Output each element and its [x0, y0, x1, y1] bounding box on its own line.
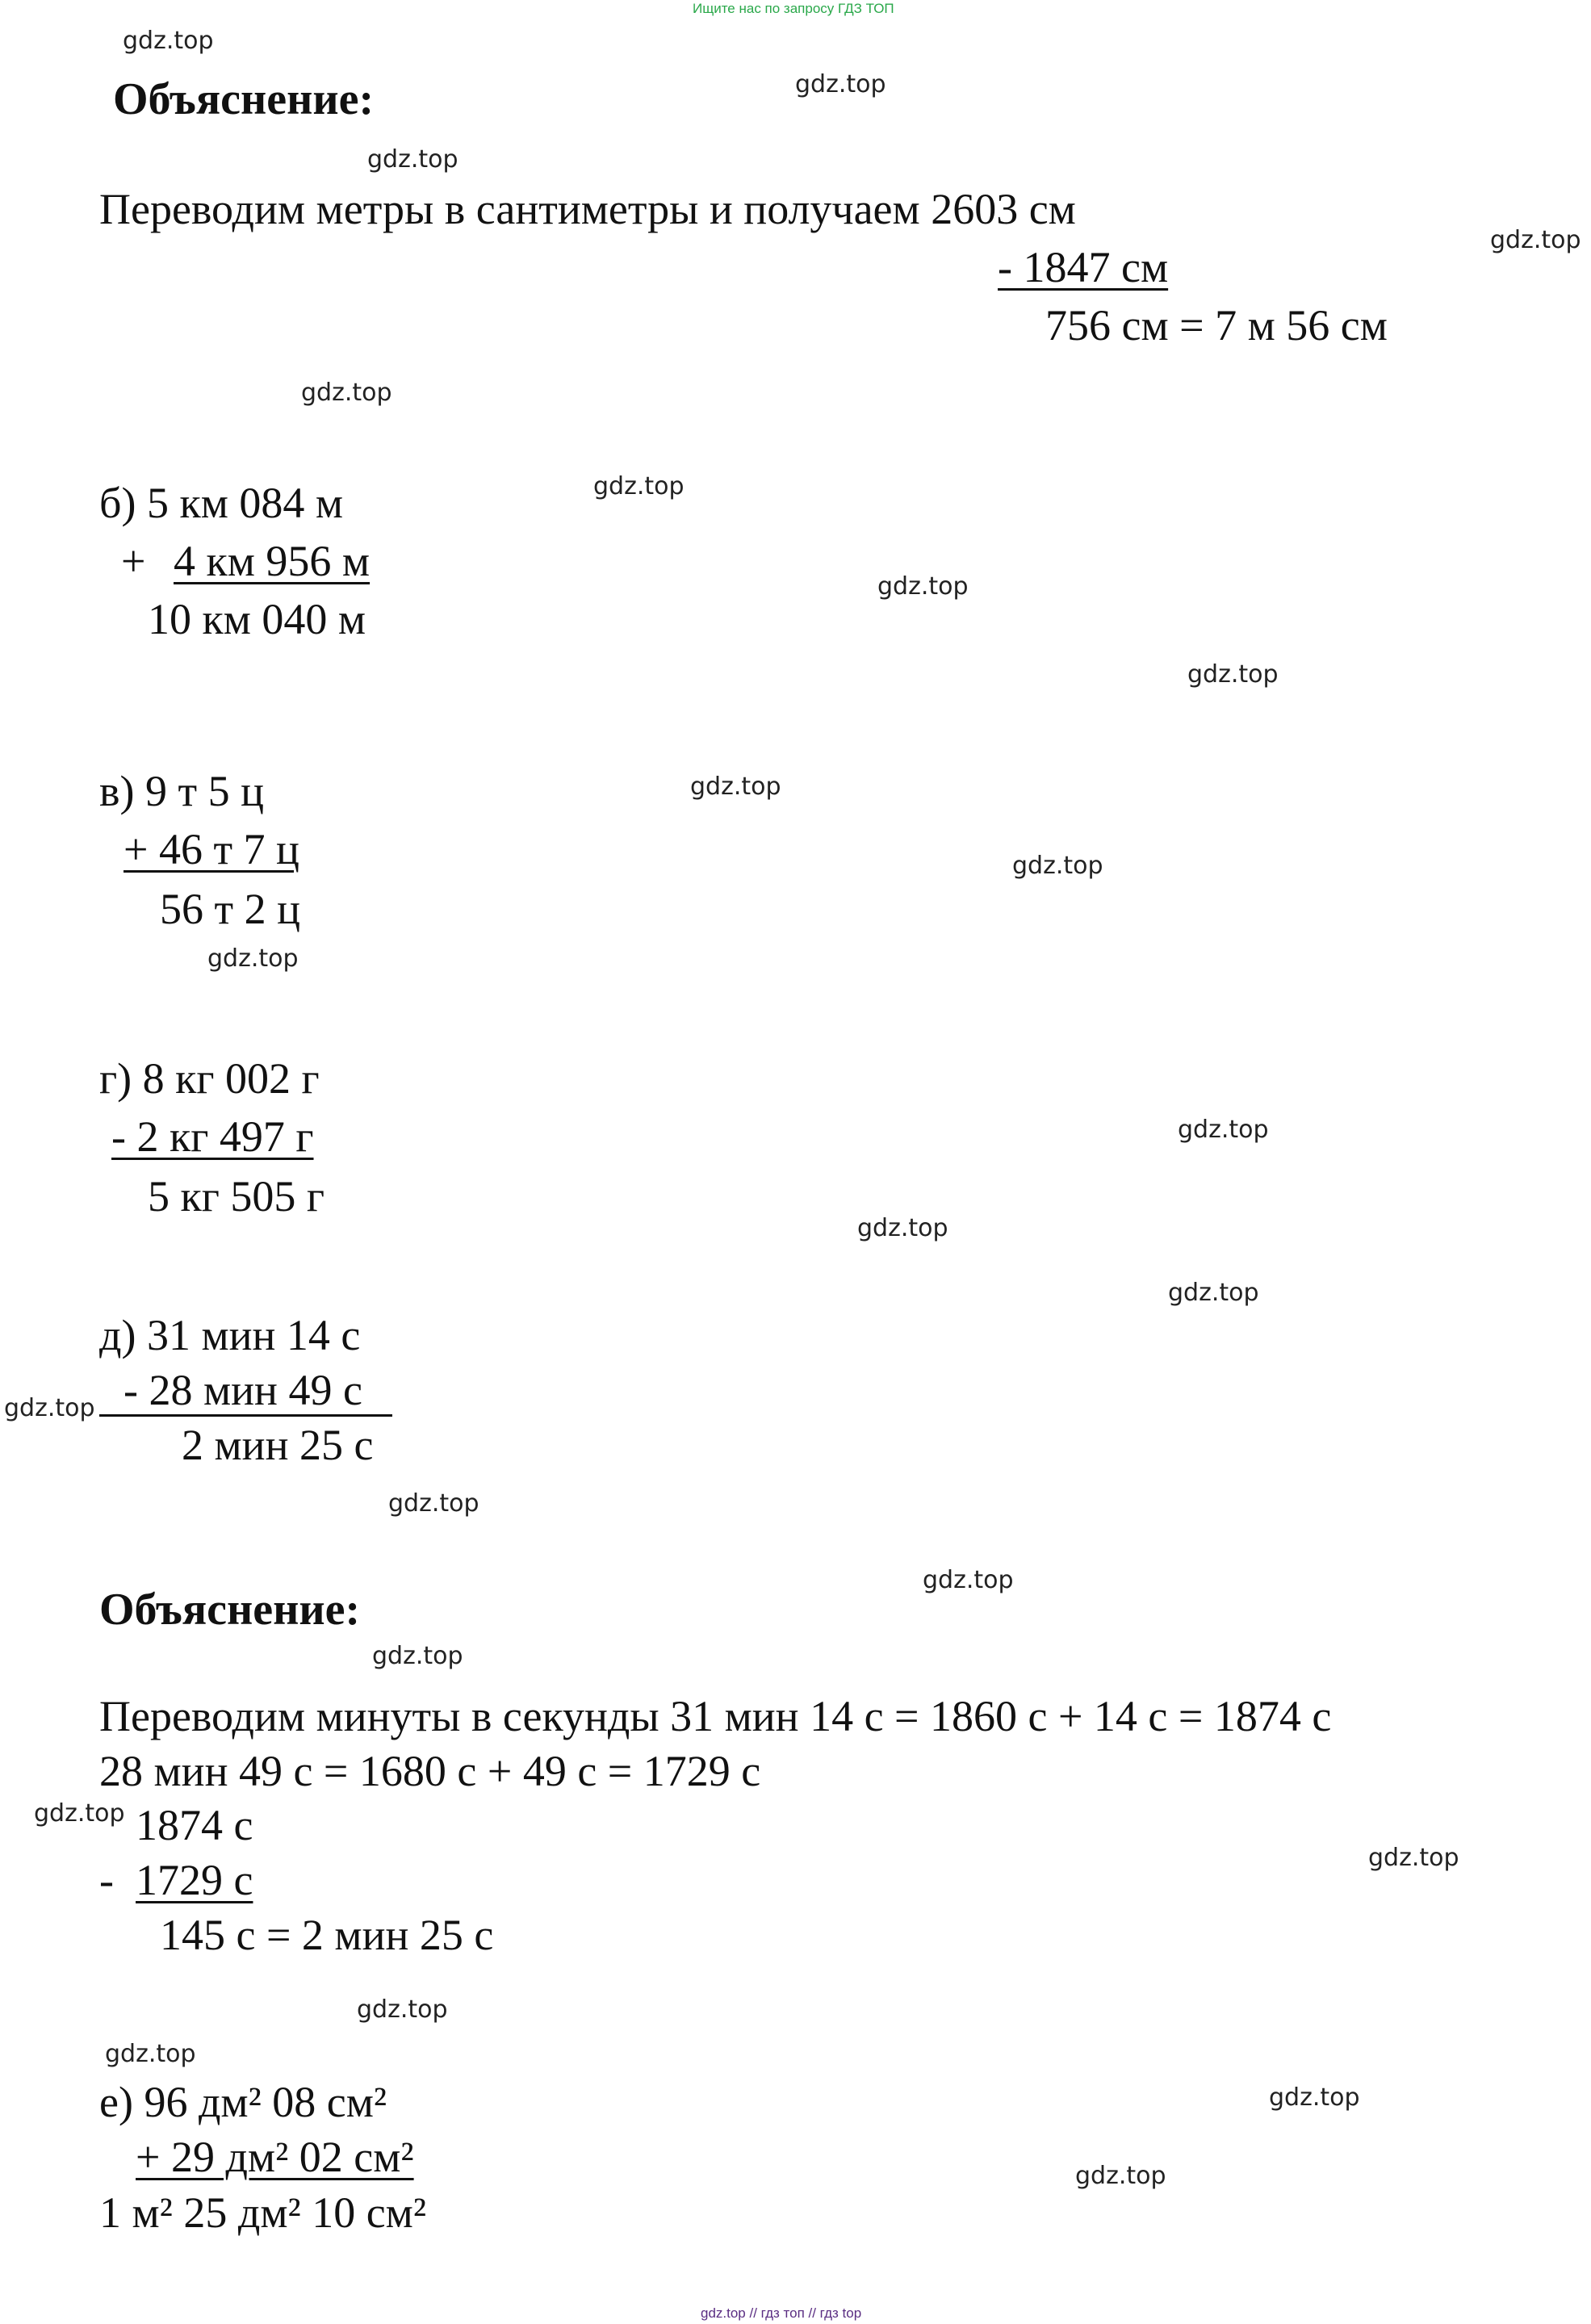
watermark: gdz.top: [388, 1489, 479, 1518]
watermark: gdz.top: [105, 2040, 196, 2068]
watermark: gdz.top: [1178, 1116, 1269, 1144]
watermark: gdz.top: [857, 1214, 948, 1242]
watermark: gdz.top: [301, 379, 392, 407]
problem-v-line1: в) 9 т 5 ц: [99, 767, 264, 815]
problem-d-line1: д) 31 мин 14 с: [99, 1311, 361, 1359]
subtraction-line: - 1847 см: [998, 243, 1169, 291]
problem-d-line2: - 28 мин 49 с: [124, 1366, 362, 1414]
watermark: gdz.top: [1490, 226, 1581, 254]
problem-b-line2: 4 км 956 м: [174, 537, 371, 585]
watermark: gdz.top: [923, 1566, 1014, 1594]
watermark: gdz.top: [123, 27, 214, 55]
explanation-line: 1874 с: [136, 1801, 253, 1849]
explanation-sign: -: [99, 1856, 114, 1904]
watermark: gdz.top: [372, 1642, 463, 1670]
result-line: 756 см = 7 м 56 см: [1045, 301, 1388, 350]
problem-e-line2: + 29 дм² 02 см²: [136, 2133, 414, 2181]
watermark: gdz.top: [34, 1799, 125, 1828]
watermark: gdz.top: [877, 572, 969, 601]
problem-d-rule: [99, 1414, 392, 1417]
problem-g-line2: - 2 кг 497 г: [111, 1112, 314, 1161]
explanation-result: 145 с = 2 мин 25 с: [160, 1911, 494, 1959]
explanation-line: Переводим метры в сантиметры и получаем 2603 см: [99, 185, 1076, 233]
watermark: gdz.top: [1368, 1844, 1459, 1872]
watermark: gdz.top: [1075, 2162, 1166, 2190]
watermark: gdz.top: [795, 70, 886, 98]
explanation-line: 1729 с: [136, 1856, 253, 1904]
problem-b-line1: б) 5 км 084 м: [99, 479, 344, 527]
watermark: gdz.top: [207, 944, 299, 973]
footer-links[interactable]: gdz.top // гдз топ // гдз top: [701, 2305, 862, 2321]
watermark: gdz.top: [1187, 660, 1279, 689]
top-banner[interactable]: Ищите нас по запросу ГДЗ ТОП: [693, 1, 894, 16]
watermark: gdz.top: [690, 773, 781, 801]
watermark: gdz.top: [1269, 2083, 1360, 2112]
explanation-line: 28 мин 49 с = 1680 с + 49 с = 1729 с: [99, 1747, 761, 1795]
explanation-heading: Объяснение:: [113, 74, 375, 124]
watermark: gdz.top: [357, 1995, 448, 2024]
watermark: gdz.top: [593, 472, 685, 500]
problem-e-line1: е) 96 дм² 08 см²: [99, 2078, 387, 2126]
problem-v-line2: + 46 т 7 ц: [124, 825, 299, 873]
watermark: gdz.top: [4, 1394, 95, 1422]
explanation-line: Переводим минуты в секунды 31 мин 14 с = 1860 с + 14 с = 1874 с: [99, 1692, 1332, 1740]
problem-g-result: 5 кг 505 г: [148, 1172, 325, 1221]
watermark: gdz.top: [1012, 852, 1103, 880]
problem-v-result: 56 т 2 ц: [160, 885, 300, 933]
problem-b-sign: +: [121, 537, 146, 585]
watermark: gdz.top: [367, 145, 458, 174]
problem-d-result: 2 мин 25 с: [182, 1421, 374, 1469]
problem-b-result: 10 км 040 м: [148, 595, 366, 643]
explanation-heading: Объяснение:: [99, 1585, 361, 1635]
problem-e-result: 1 м² 25 дм² 10 см²: [99, 2188, 427, 2237]
watermark: gdz.top: [1168, 1279, 1259, 1307]
problem-g-line1: г) 8 кг 002 г: [99, 1054, 320, 1103]
